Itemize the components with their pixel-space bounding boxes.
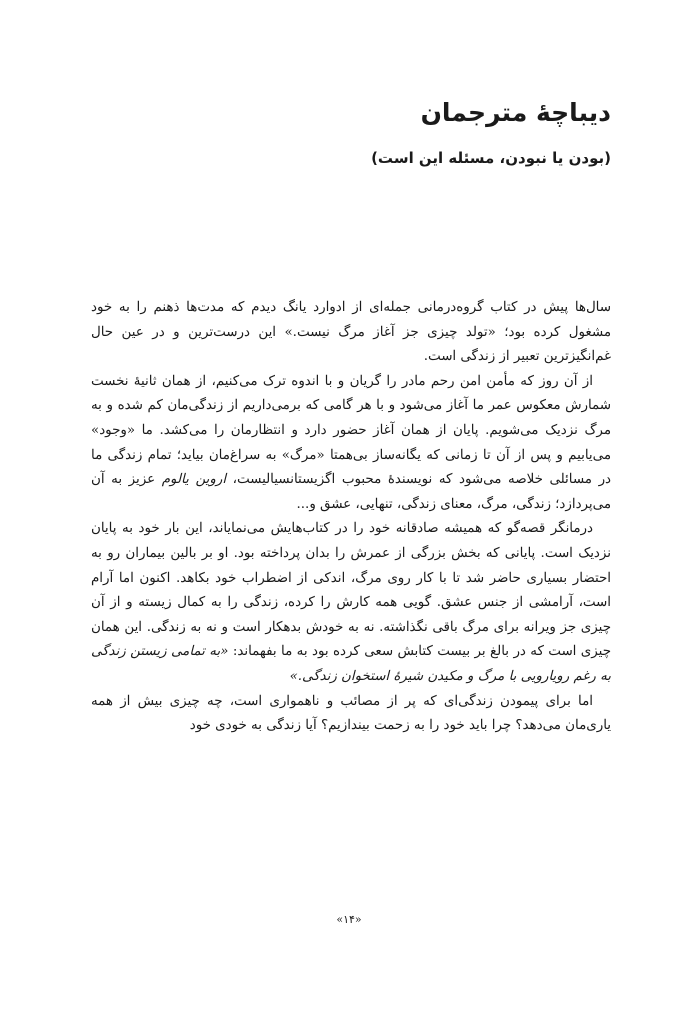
paragraph (91, 517, 611, 689)
paragraph (91, 370, 611, 518)
paragraph-text: اما برای پیمودن زندگی‌ای که پر از مصائب و ناهمواری است، چه چیزی بیش از همه یاری‌مان می‌دهد؟ چرا باید خود را به زحمت بیندازیم؟ آیا زندگی به خودی خود (91, 693, 611, 734)
author-name: اروین یالوم (161, 472, 227, 488)
paragraph (91, 690, 611, 739)
paragraph (91, 296, 611, 370)
paragraph-text: سال‌ها پیش در کتاب گروه‌درمانی جمله‌ای از ادوارد یانگ دیدم که مدت‌ها ذهنم را به خود مشغول کرده بود؛ «تولد چیزی جز آغاز مرگ نیست.» این درست‌ترین و در عین حال غم‌انگیزترین تعبیر از زندگی است. (91, 300, 611, 365)
page-title: دیباچهٔ مترجمان (420, 98, 611, 127)
page-number: «۱۴» (336, 913, 362, 926)
page-subtitle: (بودن یا نبودن، مسئله این است) (371, 149, 611, 167)
italic-quote: «به تمامی زیستن زندگی به رغم رویارویی با مرگ و مکیدن شیرهٔ استخوان زندگی.» (91, 644, 611, 684)
body-text (91, 296, 611, 739)
paragraph-text: از آن روز که مأمن امن رحم مادر را گریان و با اندوه ترک می‌کنیم، از همان ثانیهٔ نخست شمارش معکوس عمر ما آغاز می‌شود و با هر گامی که برمی‌داریم از زندگی‌مان کم شده و به مرگ نزدیک می‌شویم. پایان از همان آغاز حضور دارد و انتظارمان را می‌کشد. ما «وجود» می‌یابیم و پس از آن تا زمانی که یگانه‌ساز بی‌همتا «مرگ» به سراغ‌مان بیاید؛ تمام زندگی ما در مسائلی خلاصه می‌شود که نویسندهٔ محبوب اگزیستانسیالیست، (91, 373, 611, 488)
paragraph-text: درمانگر قصه‌گو که همیشه صادقانه خود را در کتاب‌هایش می‌نمایاند، این بار خود به پایان نزدیک است. پایانی که بخش بزرگی از عمرش را بدان پرداخته بود. او بر بالین بیماران رو به احتضار بسیاری حاضر شد تا با کار روی مرگ، اندکی از اضطراب خود بکاهد. اکنون اما آرام است، آرامشی از جنس عشق. گویی همه کارش را کرده، زندگی را به کمال زیسته و از آن چیزی جز ویرانه برای مرگ باقی نگذاشته. نه به خودش بدهکار است و نه به زندگی. این همان چیزی است که در بالغ بر بیست کتابش سعی کرده بود به ما بفهماند: (91, 521, 611, 660)
paragraph-text: عزیز به آن می‌پردازد؛ زندگی، مرگ، معنای زندگی، تنهایی، عشق و... (91, 472, 611, 512)
